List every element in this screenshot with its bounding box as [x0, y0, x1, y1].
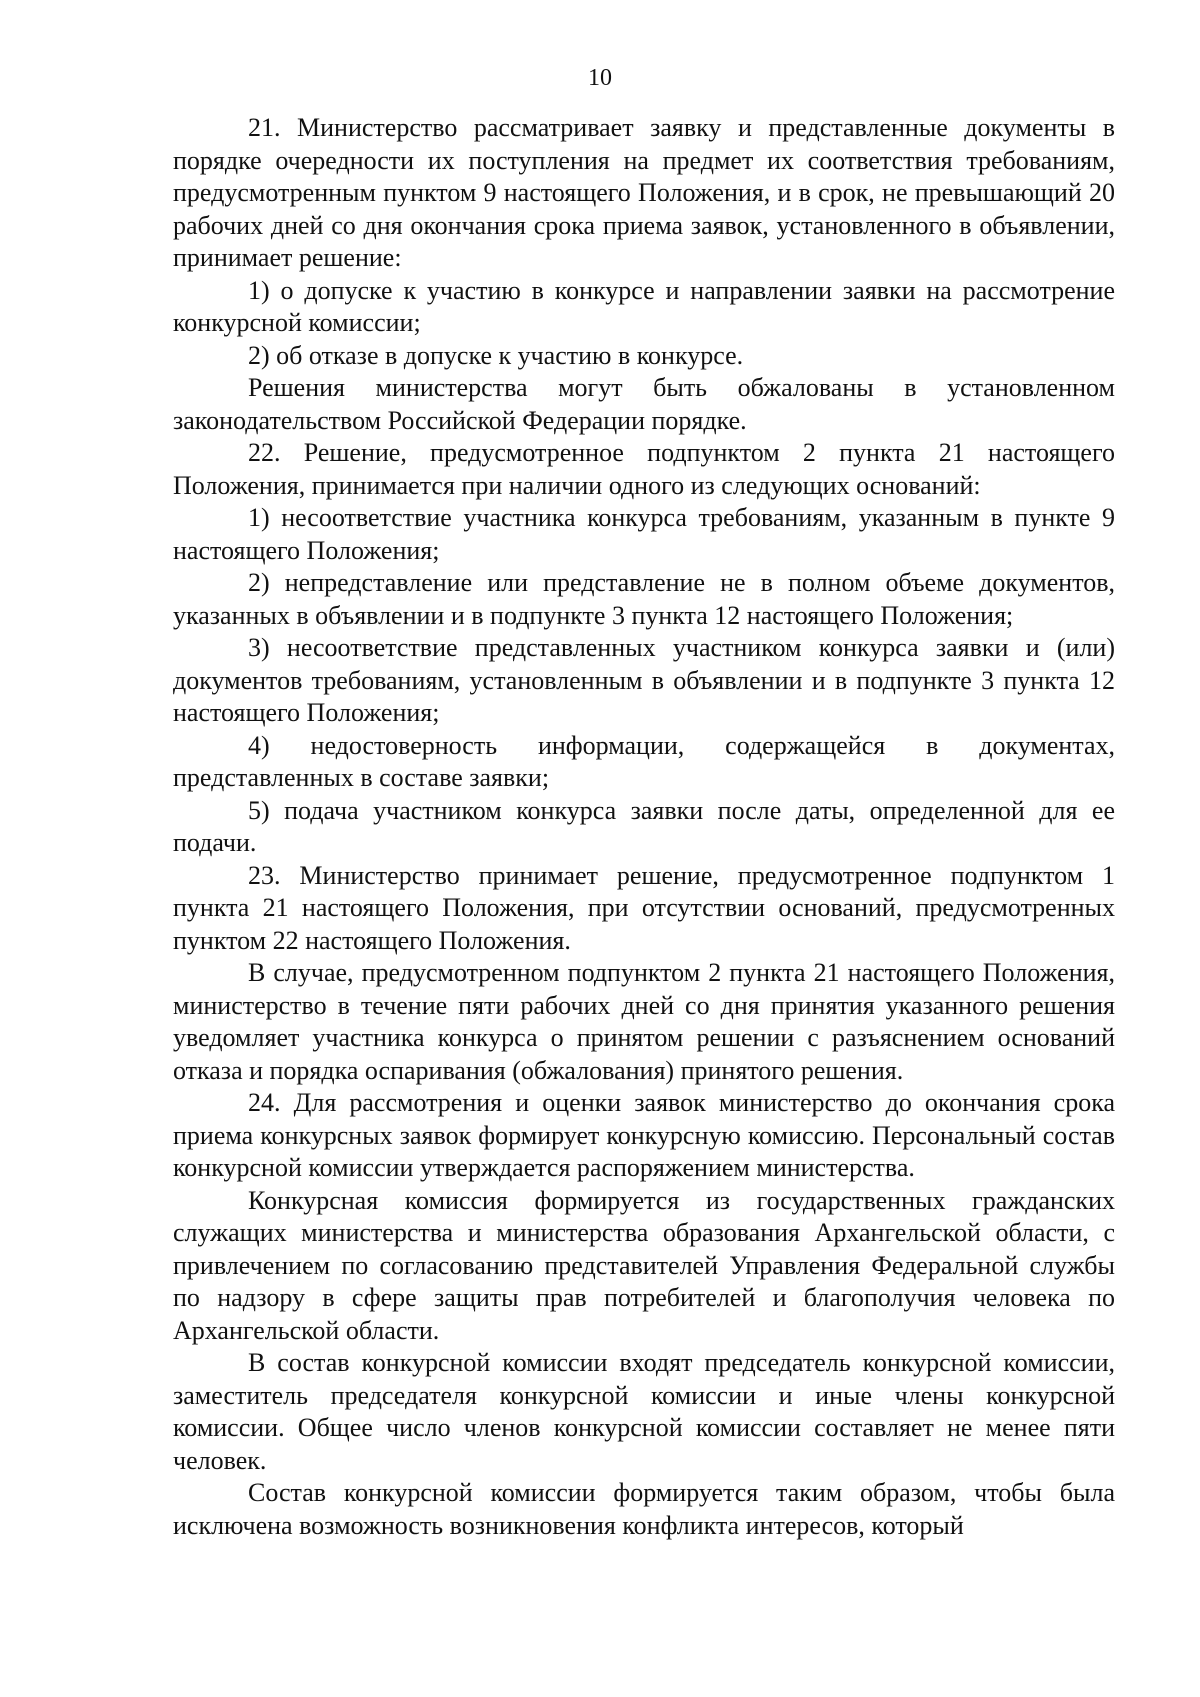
paragraph-21-appeal: Решения министерства могут быть обжалованы в установленном законодательством Российской Федерации порядке. — [173, 373, 1115, 435]
paragraph-24-conflict: Состав конкурсной комиссии формируется таким образом, чтобы была исключена возможность возникновения конфликта интересов, который — [173, 1478, 1115, 1540]
paragraph-22-item-5: 5) подача участником конкурса заявки после даты, определенной для ее подачи. — [173, 795, 1115, 857]
paragraph-22: 22. Решение, предусмотренное подпунктом 2 пункта 21 настоящего Положения, принимается при наличии одного из следующих оснований: — [173, 438, 1115, 500]
paragraph-21-item-1: 1) о допуске к участию в конкурсе и направлении заявки на рассмотрение конкурсной комиссии; — [173, 275, 1115, 337]
paragraph-23: 23. Министерство принимает решение, предусмотренное подпунктом 1 пункта 21 настоящего Положения, при отсутствии оснований, предусмотренных пунктом 22 настоящего Положения. — [173, 860, 1115, 955]
paragraph-24: 24. Для рассмотрения и оценки заявок министерство до окончания срока приема конкурсных заявок формирует конкурсную комиссию. Персональный состав конкурсной комиссии утверждается распоряжением министерства. — [173, 1088, 1115, 1182]
paragraph-24-formation: Конкурсная комиссия формируется из государственных гражданских служащих министерства и министерства образования Архангельской области, с привлечением по согласованию представителей Управления Федеральной службы по надзору в сфере защиты прав потребителей и благополучия человека по Архангельской области. — [173, 1185, 1115, 1345]
paragraph-24-composition: В состав конкурсной комиссии входят председатель конкурсной комиссии, заместитель председателя конкурсной комиссии и иные члены конкурсной комиссии. Общее число членов конкурсной комиссии составляет не менее пяти человек. — [173, 1348, 1115, 1475]
document-body — [173, 112, 1115, 1542]
paragraph-22-item-4: 4) недостоверность информации, содержащейся в документах, представленных в составе заявки; — [173, 730, 1115, 792]
paragraph-22-item-2: 2) непредставление или представление не в полном объеме документов, указанных в объявлении и в подпункте 3 пункта 12 настоящего Положения; — [173, 568, 1115, 630]
page-number: 10 — [588, 65, 612, 91]
paragraph-21: 21. Министерство рассматривает заявку и представленные документы в порядке очередности их поступления на предмет их соответствия требованиям, предусмотренным пунктом 9 настоящего Положения, и в срок, не превышающий 20 рабочих дней со дня окончания срока приема заявок, установленного в объявлении, принимает решение: — [173, 113, 1115, 272]
paragraph-22-item-1: 1) несоответствие участника конкурса требованиям, указанным в пункте 9 настоящего Положения; — [173, 503, 1115, 565]
paragraph-22-item-3: 3) несоответствие представленных участником конкурса заявки и (или) документов требованиям, установленным в объявлении и в подпункте 3 пункта 12 настоящего Положения; — [173, 633, 1115, 727]
paragraph-23-notice: В случае, предусмотренном подпунктом 2 пункта 21 настоящего Положения, министерство в течение пяти рабочих дней со дня принятия указанного решения уведомляет участника конкурса о принятом решении с разъяснением оснований отказа и порядка оспаривания (обжалования) принятого решения. — [173, 958, 1115, 1085]
paragraph-21-item-2: 2) об отказе в допуске к участию в конкурсе. — [248, 340, 744, 370]
